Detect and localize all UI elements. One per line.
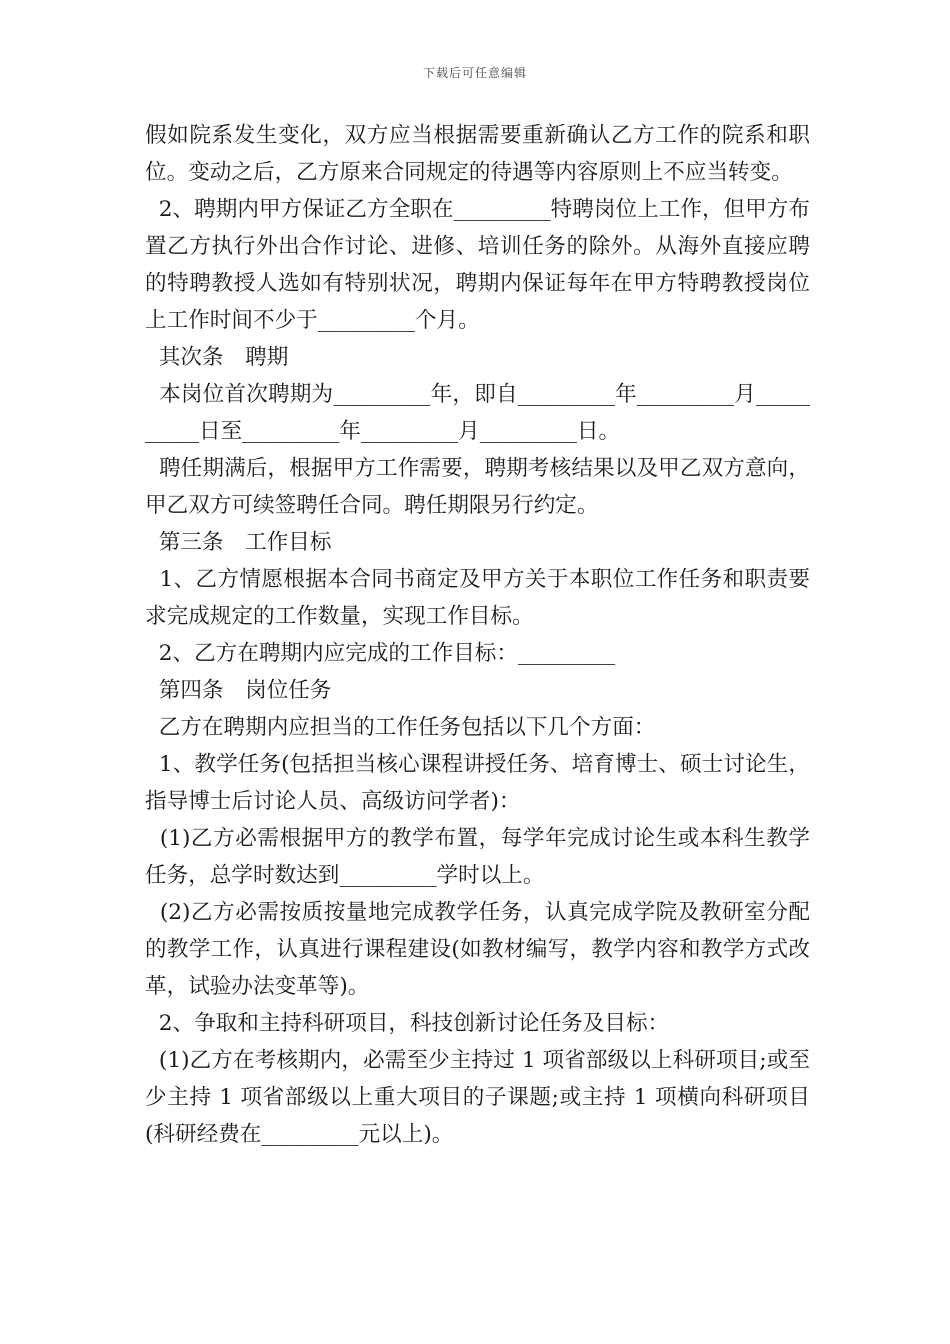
paragraph: (2)乙方必需按质按量地完成教学任务，认真完成学院及教研室分配的教学工作，认真进行课程建设(如教材编写，教学内容和教学方式改革，试验办法变革等)。 <box>145 900 811 999</box>
paragraph: 2、乙方在聘期内应完成的工作目标：_________ <box>145 641 616 666</box>
document-body <box>145 117 810 1153</box>
paragraph: 2、争取和主持科研项目，科技创新讨论任务及目标： <box>145 1011 670 1036</box>
page-header: 下载后可任意编辑 <box>422 66 527 80</box>
paragraph: 本岗位首次聘期为_________年，即自_________年_________月__________日至_________年_________月_________日。 <box>145 382 810 444</box>
section-heading: 其次条 聘期 <box>145 345 289 370</box>
paragraph: (1)乙方在考核期内，必需至少主持过 1 项省部级以上科研项目;或至少主持 1 项省部级以上重大项目的子课题;或主持 1 项横向科研项目(科研经费在_________元以上)。 <box>145 1048 810 1147</box>
paragraph: 1、教学任务(包括担当核心课程讲授任务、培育博士、硕士讨论生，指导博士后讨论人员、高级访问学者)： <box>145 752 811 814</box>
section-heading: 第三条 工作目标 <box>145 530 332 555</box>
paragraph: 1、乙方情愿根据本合同书商定及甲方关于本职位工作任务和职责要求完成规定的工作数量，实现工作目标。 <box>145 567 810 629</box>
paragraph: 假如院系发生变化，双方应当根据需要重新确认乙方工作的院系和职位。变动之后，乙方原来合同规定的待遇等内容原则上不应当转变。 <box>145 123 810 185</box>
paragraph: (1)乙方必需根据甲方的教学布置，每学年完成讨论生或本科生教学任务，总学时数达到_________学时以上。 <box>145 826 811 888</box>
paragraph: 2、聘期内甲方保证乙方全职在_________特聘岗位上工作，但甲方布置乙方执行外出合作讨论、进修、培训任务的除外。从海外直接应聘的特聘教授人选如有特别状况，聘期内保证每年在甲方特聘教授岗位上工作时间不少于_________个月。 <box>145 197 810 333</box>
paragraph: 聘任期满后，根据甲方工作需要，聘期考核结果以及甲乙双方意向，甲乙双方可续签聘任合同。聘任期限另行约定。 <box>145 456 810 518</box>
section-heading: 第四条 岗位任务 <box>145 678 332 703</box>
paragraph: 乙方在聘期内应担当的工作任务包括以下几个方面： <box>145 715 656 740</box>
